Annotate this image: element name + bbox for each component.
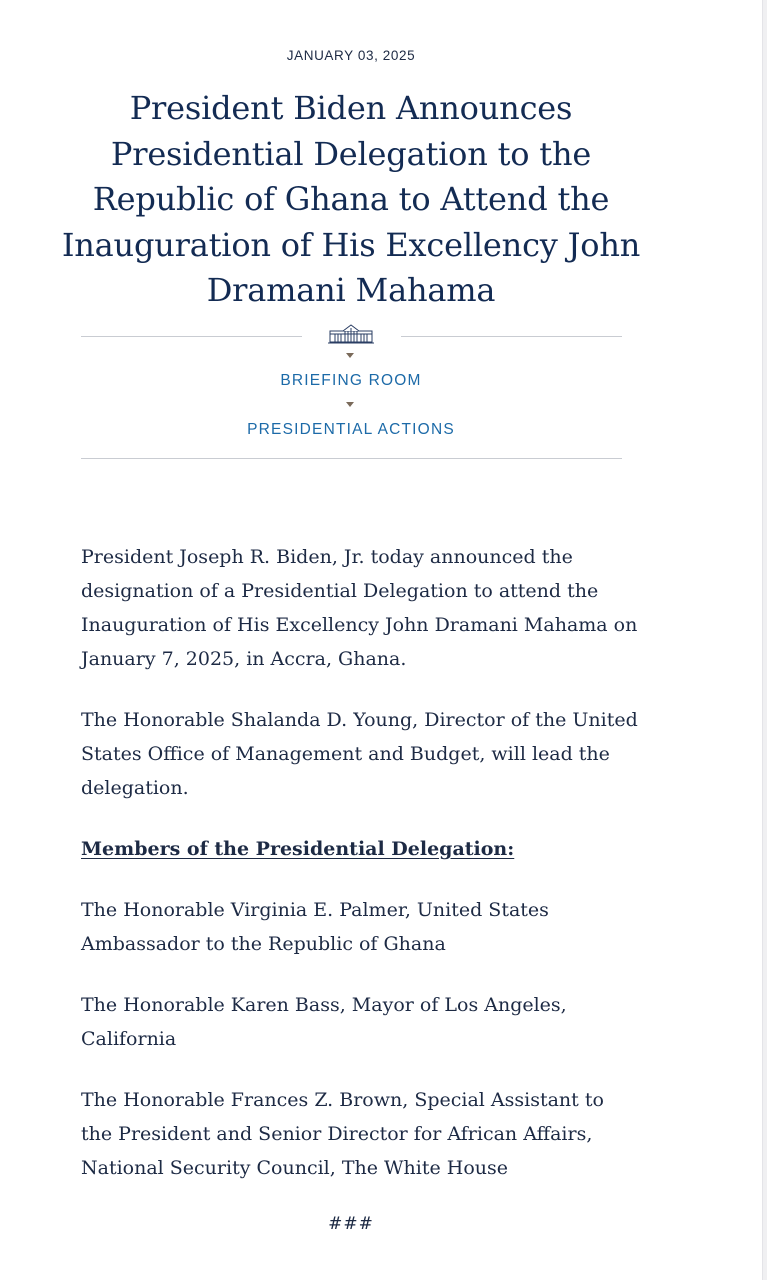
page-title: President Biden Announces Presidential Delegation to the Republic of Ghana to Attend the Inauguration of His Excellency John Dramani Mahama [61,89,641,309]
caret-down-icon [346,353,354,358]
white-house-icon [327,322,375,344]
member-item: The Honorable Karen Bass, Mayor of Los Angeles, California [81,994,567,1050]
member-item: The Honorable Frances Z. Brown, Special Assistant to the President and Senior Director for African Affairs, National Security Council, The White House [81,1089,604,1179]
member-item: The Honorable Virginia E. Palmer, United States Ambassador to the Republic of Ghana [81,899,549,955]
divider-right [401,336,622,337]
paragraph-intro: President Joseph R. Biden, Jr. today announced the designation of a Presidential Delegation to attend the Inauguration of His Excellency John Dramani Mahama on January 7, 2025, in Accra, Ghana. [81,546,638,670]
members-heading: Members of the Presidential Delegation: [81,838,515,860]
caret-down-icon [346,402,354,407]
divider-bottom [81,458,622,459]
category-presidential-actions-link[interactable]: PRESIDENTIAL ACTIONS [247,421,455,438]
closing-marks: ### [328,1214,374,1234]
page-edge-divider [762,0,767,1280]
category-briefing-room-link[interactable]: BRIEFING ROOM [280,372,422,389]
paragraph-lead: The Honorable Shalanda D. Young, Director of the United States Office of Management and Budget, will lead the delegation. [81,709,638,799]
article-body [81,540,641,1212]
publish-date: JANUARY 03, 2025 [286,48,416,63]
divider-left [81,336,302,337]
